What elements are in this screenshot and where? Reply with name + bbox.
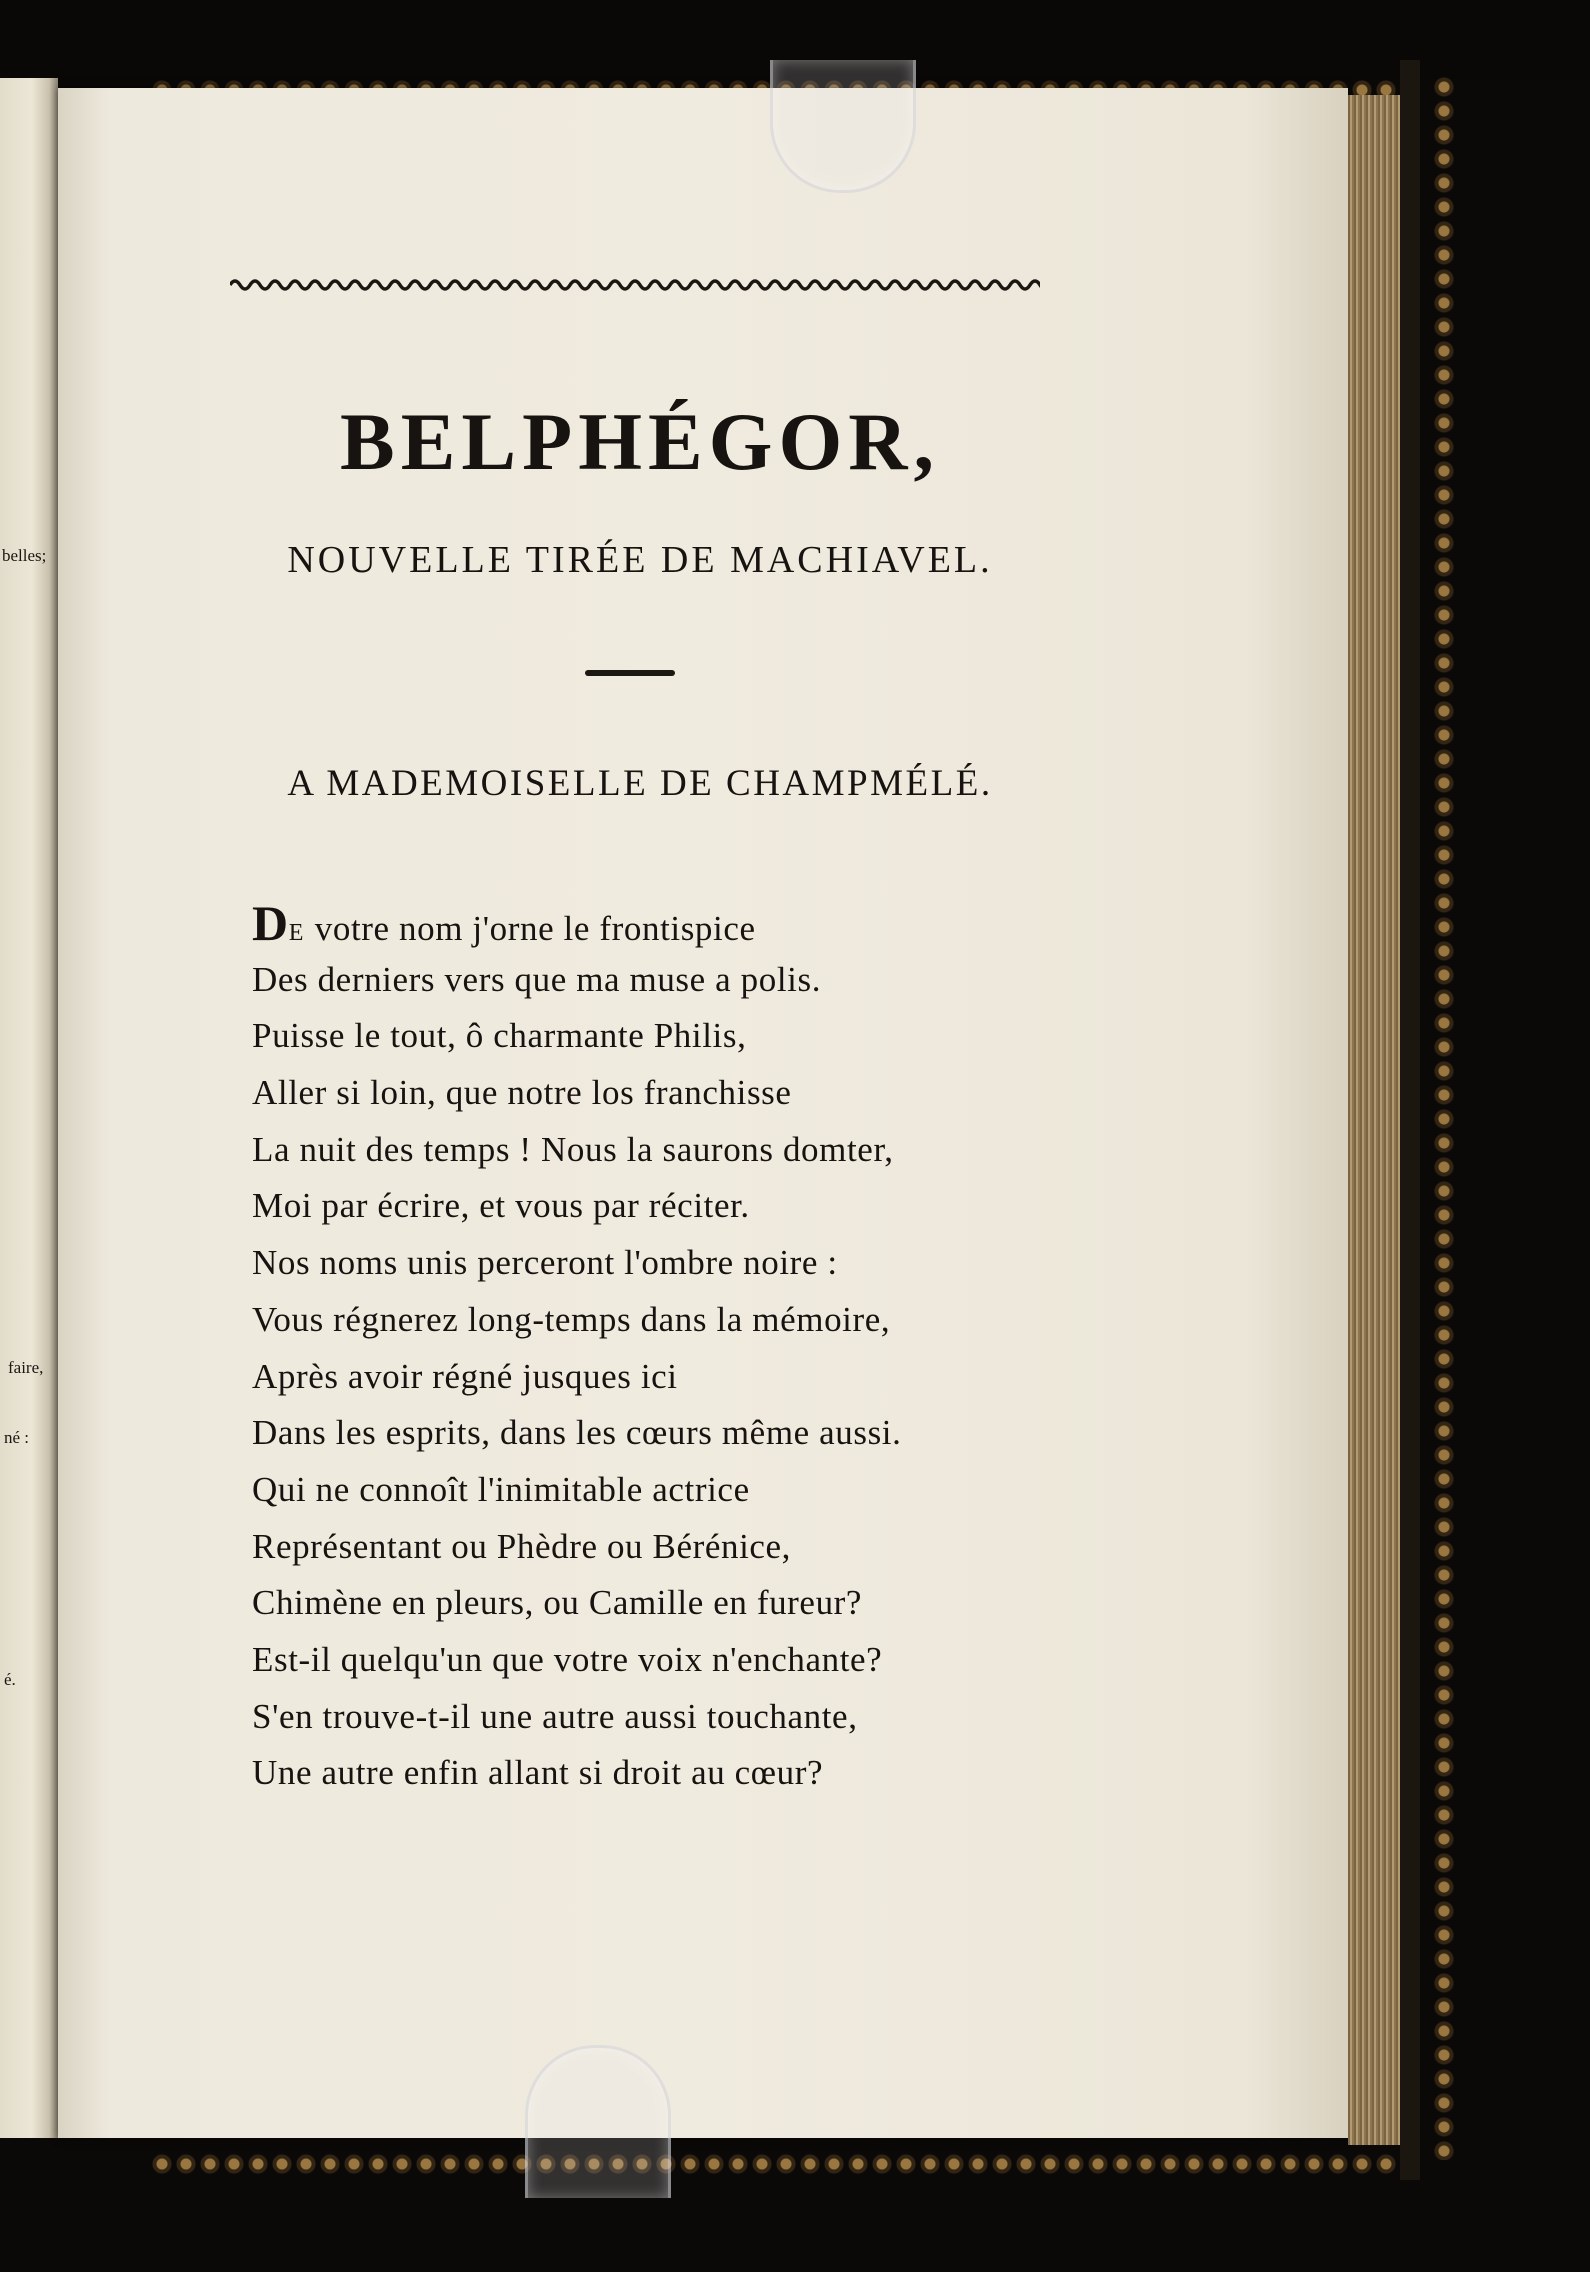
left-fragment-1: belles; xyxy=(2,546,47,565)
poem-line: Dans les esprits, dans les cœurs même aussi. xyxy=(252,1413,902,1453)
gilt-border-bottom xyxy=(150,2152,1410,2176)
poem-line: La nuit des temps ! Nous la saurons domter, xyxy=(252,1129,894,1169)
poem-line: Représentant ou Phèdre ou Bérénice, xyxy=(252,1526,792,1566)
poem-line: Des derniers vers que ma muse a polis. xyxy=(252,959,822,999)
left-fragment-3: né : xyxy=(4,1428,30,1447)
gilt-border-right xyxy=(1432,75,1456,2160)
dedication-heading: A MADEMOISELLE DE CHAMPMÉLÉ. xyxy=(287,763,993,804)
poem-line: Nos noms unis perceront l'ombre noire : xyxy=(252,1243,838,1283)
drop-cap: D xyxy=(252,895,289,951)
poem-line: Après avoir régné jusques ici xyxy=(252,1356,678,1396)
poem-line: Chimène en pleurs, ou Camille en fureur? xyxy=(252,1583,863,1623)
left-fragment-2: faire, xyxy=(8,1358,44,1377)
poem-line: Est-il quelqu'un que votre voix n'enchante? xyxy=(252,1639,883,1679)
poem-line: Vous régnerez long-temps dans la mémoire, xyxy=(252,1299,891,1339)
book-cover-right xyxy=(1400,60,1420,2180)
page-clip-top xyxy=(770,60,916,193)
poem-line: Aller si loin, que notre los franchisse xyxy=(252,1073,792,1113)
poem-line: Puisse le tout, ô charmante Philis, xyxy=(252,1016,747,1056)
poem-line: Une autre enfin allant si droit au cœur? xyxy=(252,1753,824,1793)
title-rule xyxy=(585,670,675,676)
left-fragment-4: é. xyxy=(4,1670,16,1689)
wavy-ornament xyxy=(230,276,1040,294)
poem-line: Qui ne connoît l'inimitable actrice xyxy=(252,1469,750,1509)
poem xyxy=(252,895,1152,1802)
poem-line-first xyxy=(252,895,1152,952)
poem-line: S'en trouve-t-il une autre aussi touchante, xyxy=(252,1696,858,1736)
small-cap: E xyxy=(288,920,306,946)
page-edges xyxy=(1348,95,1400,2145)
left-page-edge xyxy=(0,78,58,2138)
page-title: BELPHÉGOR, xyxy=(340,396,940,487)
page-clip-bottom xyxy=(525,2045,671,2198)
first-line-text: votre nom j'orne le frontispice xyxy=(305,909,756,948)
poem-line: Moi par écrire, et vous par réciter. xyxy=(252,1186,750,1226)
page-subtitle: NOUVELLE TIRÉE DE MACHIAVEL. xyxy=(287,539,993,581)
